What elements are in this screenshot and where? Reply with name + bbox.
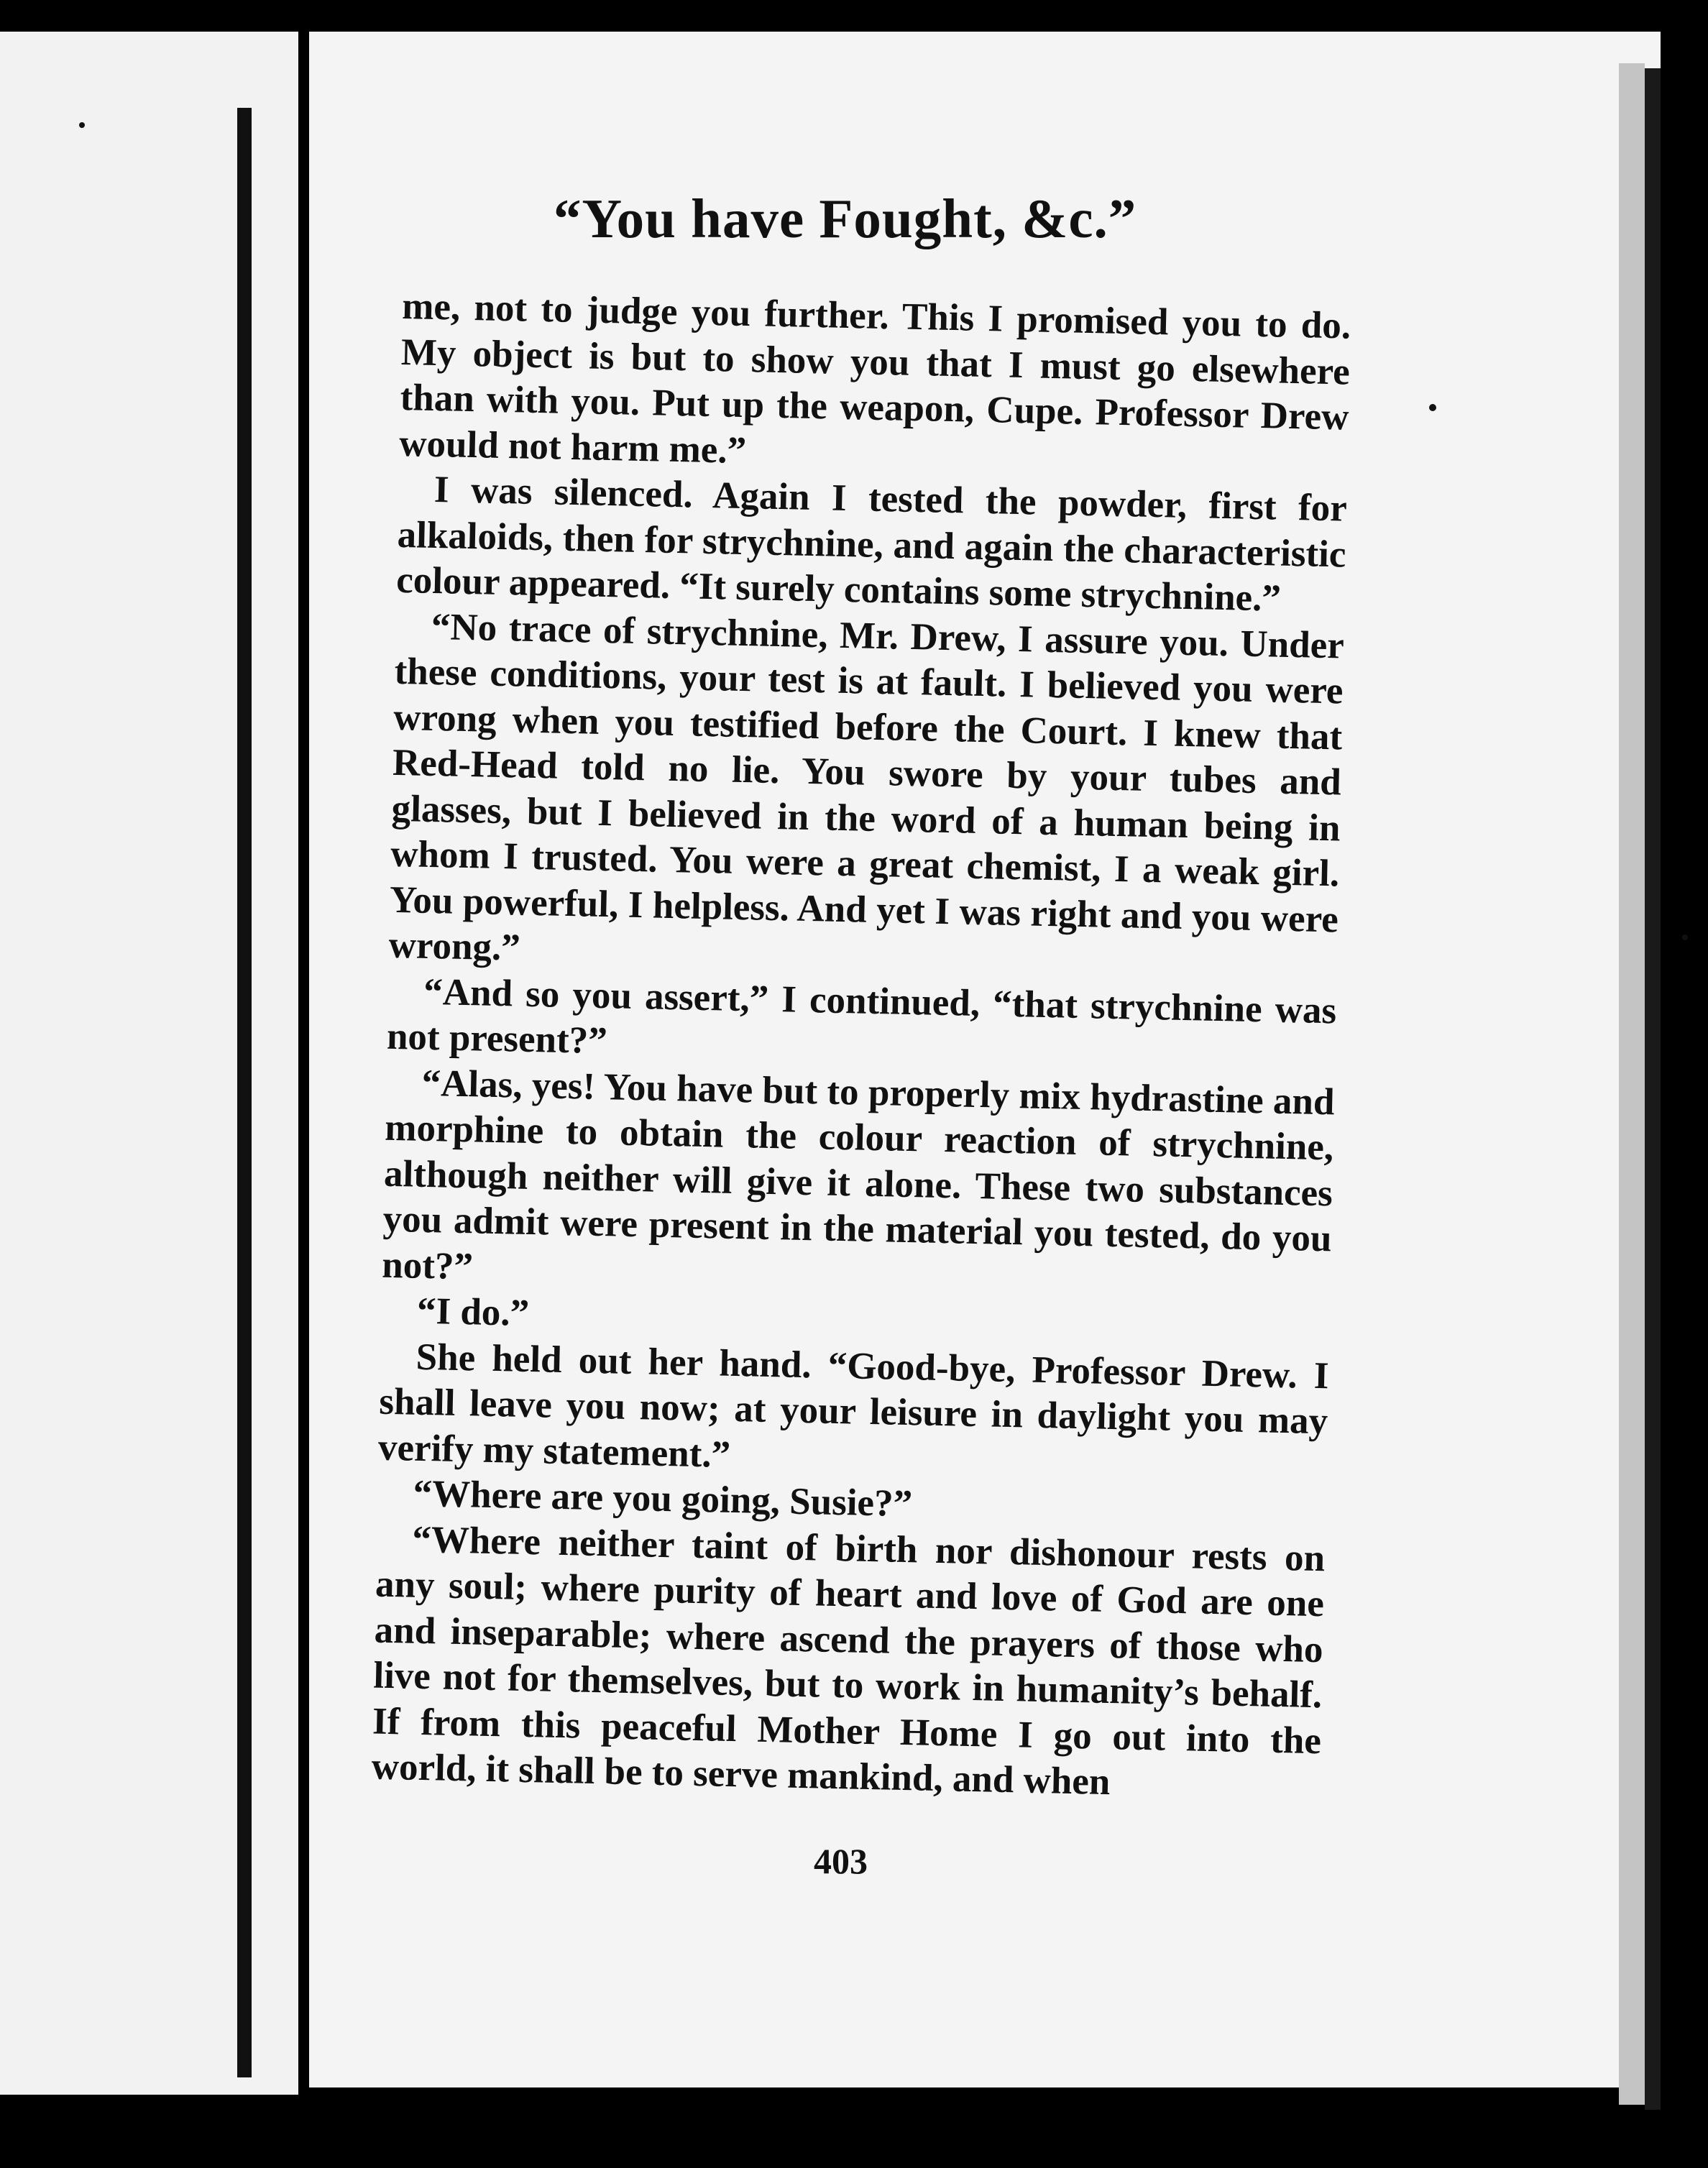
paragraph: I was silenced. Again I tested the powder, first for alkaloids, then for strychnine, and again the characteristic colour appeared. “It surely contains some strychnine.” [395,468,1348,620]
page-number: 403 [814,1841,868,1881]
left-facing-page [0,32,298,2095]
paragraph: me, not to judge you further. This I promised you to do. My object is but to show you that I must go elsewhere than with you. Put up the weapon, Cupe. Professor Drew would not harm me.” [398,285,1351,472]
paragraph: “Where neither taint of birth nor dishonour rests on any soul; where purity of heart and love of God are one and inseparable; where ascend the prayers of those who live not for themselves, but to work in humanity’s behalf. If from this peaceful Mother Home I go out into the world, it shall be to serve mankind, and when [371,1518,1326,1804]
book-gutter [237,108,252,2077]
paragraph: “I do.” [416,1290,530,1334]
paragraph: She held out her hand. “Good-bye, Professor Drew. I shall leave you now; at your leisure in daylight you may verify my statement.” [377,1336,1330,1476]
scan-speck [79,122,85,128]
page-edge-shadow [1645,68,1661,2110]
body-text [371,284,1351,1810]
paragraph: “Where are you going, Susie?” [413,1472,913,1525]
running-head: “You have Fought, &c.” [554,188,1137,249]
scan-speck [1682,934,1688,940]
page-edge [1619,63,1645,2105]
paragraph: “No trace of strychnine, Mr. Drew, I assure you. Under these conditions, your test is at fault. I believed you were wrong when you testified before the Court. I knew that Red-Head told no lie. You swore by your tubes and glasses, but I believed in the word of a human being in whom I trusted. You were a great chemist, I a weak girl. You powerful, I helpless. And yet I was right and you were wrong.” [388,605,1345,969]
paragraph: “And so you assert,” I continued, “that strychnine was not present?” [386,970,1337,1062]
paragraph: “Alas, yes! You have but to properly mix hydrastine and morphine to obtain the colour reaction of strychnine, although neither will give it alone. These two substances you admit were present in the material you tested, do you not?” [381,1062,1336,1287]
scan-speck [1429,404,1436,411]
